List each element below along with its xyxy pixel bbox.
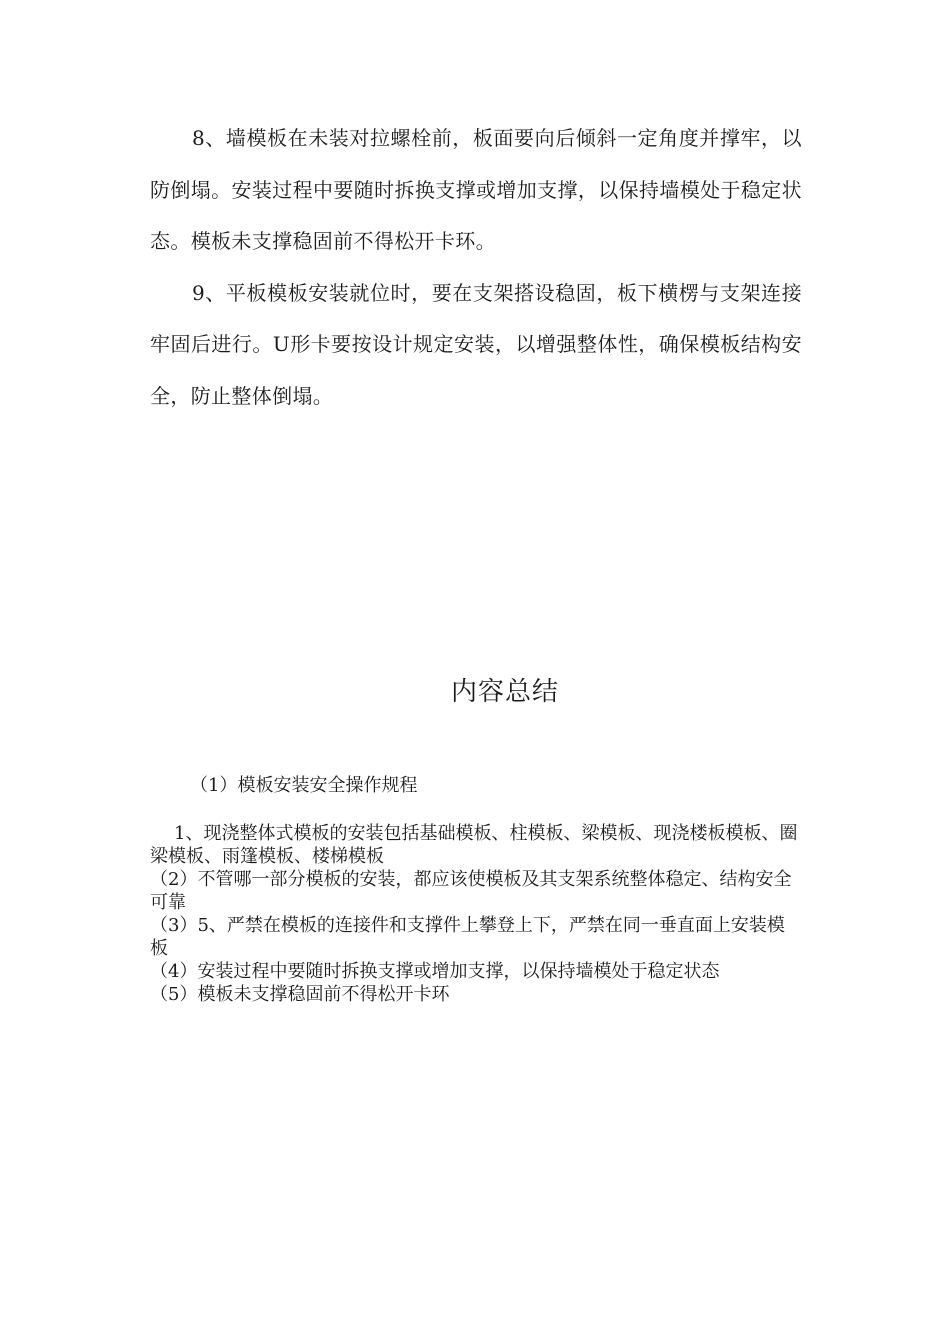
summary-item-2: （2）不管哪一部分模板的安装，都应该使模板及其支架系统整体稳定、结构安全可靠	[150, 869, 792, 913]
body-text	[150, 113, 802, 422]
summary-section	[150, 772, 802, 1006]
paragraph-8: 8、墙模板在未装对拉螺栓前，板面要向后倾斜一定角度并撑牢，以防倒塌。安装过程中要随时拆换支撑或增加支撑，以保持墙模处于稳定状态。模板未支撑稳固前不得松开卡环。	[150, 126, 802, 253]
summary-heading: （1）模板安装安全操作规程	[190, 775, 418, 796]
paragraph-9: 9、平板模板安装就位时，要在支架搭设稳固，板下横楞与支架连接牢固后进行。U形卡要按设计规定安装，以增强整体性，确保模板结构安全，防止整体倒塌。	[150, 280, 802, 408]
summary-item-4: （4）安装过程中要随时拆换支撑或增加支撑，以保持墙模处于稳定状态	[150, 961, 720, 982]
summary-item-3: （3）5、严禁在模板的连接件和支撑件上攀登上下，严禁在同一垂直面上安装模板	[150, 915, 785, 959]
summary-title: 内容总结	[450, 677, 559, 707]
summary-item-5: （5）模板未支撑稳固前不得松开卡环	[150, 984, 450, 1005]
summary-item-1: 1、现浇整体式模板的安装包括基础模板、柱模板、梁模板、现浇楼板模板、圈梁模板、雨篷模板、楼梯模板	[150, 823, 798, 867]
